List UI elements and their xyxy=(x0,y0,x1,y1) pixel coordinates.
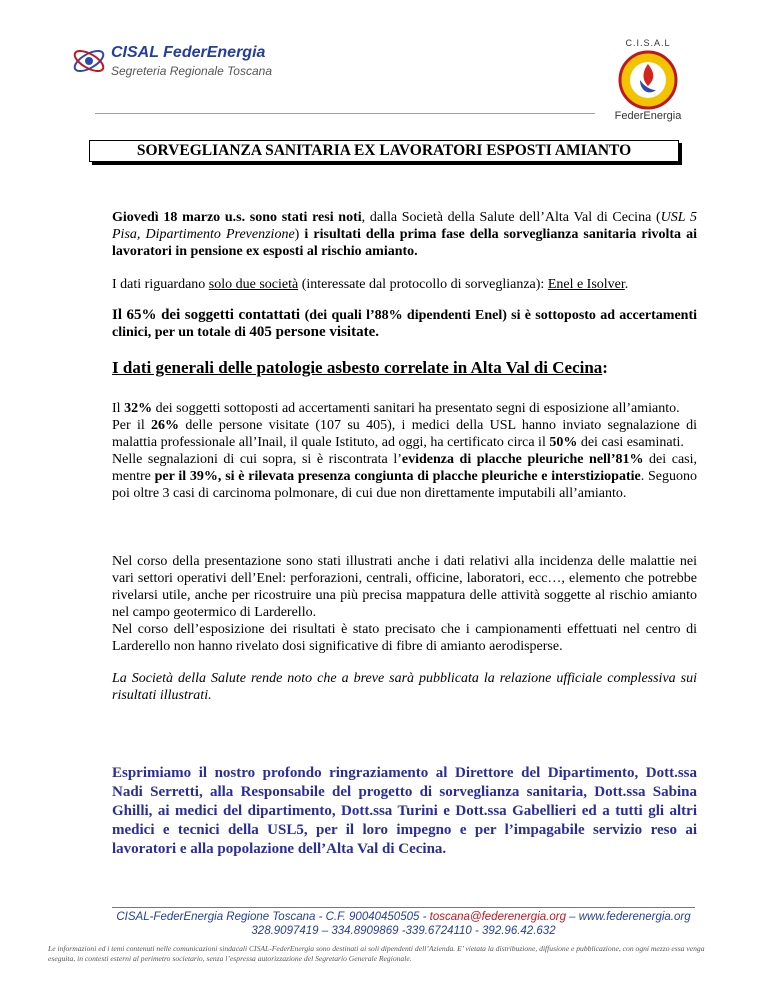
sectors-p1: Nel corso della presentazione sono stati illustrati anche i dati relativi alla incidenza delle malattie nei vari settori operativi dell’Enel: perforazioni, centrali, officine, laboratori, ecc…, elemento che potrebbe rivelarsi utile, anche per ricostruire una più precisa mappatura delle attività soggette al rischio amianto nel campo geotermico di Larderello. xyxy=(112,554,697,620)
org-logo xyxy=(70,40,280,90)
intro-text-1: , dalla Società della Salute dell’Alta Val di Cecina ( xyxy=(361,210,661,225)
companies-paragraph xyxy=(112,276,697,293)
summary-c: dei soggetti contattati xyxy=(156,307,305,323)
sectors-p2: Nel corso dell’esposizione dei risultati è stato precisato che i campionamenti effettuati nel centro di Larderello non hanno rivelato dosi significative di fibre di amianto aerodisperse. xyxy=(112,622,697,654)
summary-f: persone visitate. xyxy=(271,324,379,340)
companies-names: Enel e Isolver xyxy=(547,277,625,292)
stats-s3a: Nelle segnalazioni di cui sopra, si è riscontrata l’ xyxy=(112,452,402,467)
footer-divider xyxy=(112,907,695,908)
header-divider xyxy=(95,113,595,114)
companies-text-1: I dati riguardano xyxy=(112,277,209,292)
seal-top-text: C.I.S.A.L xyxy=(625,38,671,48)
section-heading-colon: : xyxy=(602,358,608,377)
intro-text-2: ) xyxy=(294,227,305,242)
footer-disclaimer: Le informazioni ed i temi contenuti nelle comunicazioni sindacali CISAL-FederEnergia sono destinati ai soli dipendenti dell’Azienda. E’ vietata la distribuzione, diffusione e pubblicazione, con ogni mezzo essa venga eseguita, in contesti esterni al perimetro societario, senza l’espressa autorizzazione del Segretario Generale Regionale. xyxy=(48,944,705,963)
stats-50-percent: 50% xyxy=(549,435,578,450)
stats-s2a: Per il xyxy=(112,418,152,433)
org-name: CISAL FederEnergia xyxy=(111,44,266,61)
section-heading-text: I dati generali delle patologie asbesto correlate in Alta Val di Cecina xyxy=(112,358,603,377)
intro-bold-date: Giovedì 18 marzo u.s. sono stati resi noti xyxy=(112,210,362,225)
stats-s3e: . Seguono poi oltre 3 casi di carcinoma polmonare, di cui due non direttamente imputabili all’amianto. xyxy=(112,469,697,501)
footer-phones: 328.9097419 – 334.8909869 -339.6724110 - 392.96.42.632 xyxy=(251,925,556,937)
intro-usl: USL 5 Pisa, Dipartimento Prevenzione xyxy=(112,210,697,242)
summary-paragraph xyxy=(112,307,697,341)
stats-26-percent: 26% xyxy=(151,418,180,433)
seal-bottom-text: FederEnergia xyxy=(614,110,682,122)
summary-a: Il xyxy=(112,307,127,323)
org-subtitle: Segreteria Regionale Toscana xyxy=(111,64,272,78)
footer-line1a: CISAL-FederEnergia Regione Toscana - C.F. 90040450505 - xyxy=(116,911,430,923)
companies-text-3: . xyxy=(624,277,629,292)
seal-emblem-icon xyxy=(618,50,678,110)
stats-s3c: dei casi, mentre xyxy=(112,452,697,484)
stats-39-percent: per il 39%, si è rilevata presenza congiunta di placche pleuriche e interstiziopatie xyxy=(154,469,641,484)
stats-s1a: Il xyxy=(112,401,125,416)
stats-32-percent: 32% xyxy=(124,401,153,416)
summary-total: 405 xyxy=(249,324,272,340)
summary-d: (dei quali l’88% dipendenti Enel) si è sottoposto ad accertamenti clinici, per un totale di xyxy=(112,308,697,340)
federenergia-seal xyxy=(598,38,698,128)
sectors-paragraph xyxy=(112,553,697,655)
footer-contacts xyxy=(112,910,695,938)
companies-text-2: (interessate dal protocollo di sorveglianza): xyxy=(298,277,548,292)
stats-s1c: dei soggetti sottoposti ad accertamenti sanitari ha presentato segni di esposizione all’amianto. xyxy=(152,401,680,416)
section-heading xyxy=(112,358,608,378)
footer-website[interactable]: – www.federenergia.org xyxy=(565,911,691,923)
report-note: La Società della Salute rende noto che a breve sarà pubblicata la relazione ufficiale complessiva sui risultati illustrati. xyxy=(112,671,697,703)
orbit-logo-icon xyxy=(70,42,108,80)
companies-underline-1: solo due società xyxy=(208,277,299,292)
stats-paragraph xyxy=(112,400,697,502)
stats-s2c: delle persone visitate (107 su 405), i medici della USL hanno inviato segnalazione di malattia professionale all’Inail, il quale Istituto, ad oggi, ha certificato circa il xyxy=(112,418,697,450)
stats-s2e: dei casi esaminati. xyxy=(577,435,684,450)
intro-paragraph xyxy=(112,209,697,260)
document-title: SORVEGLIANZA SANITARIA EX LAVORATORI ESPOSTI AMIANTO xyxy=(89,140,679,162)
stats-81-percent: evidenza di placche pleuriche nell’81% xyxy=(401,452,644,467)
intro-bold-results: i risultati della prima fase della sorveglianza sanitaria rivolta ai lavoratori in pensione ex esposti al rischio amianto. xyxy=(112,227,697,259)
thanks-paragraph: Esprimiamo il nostro profondo ringraziamento al Direttore del Dipartimento, Dott.ssa Nadi Serretti, alla Responsabile del progetto di sorveglianza sanitaria, Dott.ssa Sabina Ghilli, ai medici del dipartimento, Dott.ssa Turini e Dott.ssa Gabellieri ed a tutti gli altri medici e tecnici della USL5, per il loro impegno e per l’impagabile servizio reso ai lavoratori e alla popolazione dell’Alta Val di Cecina. xyxy=(112,765,697,857)
footer-email[interactable]: toscana@federenergia.org xyxy=(429,911,566,923)
summary-percent: 65% xyxy=(126,307,157,323)
